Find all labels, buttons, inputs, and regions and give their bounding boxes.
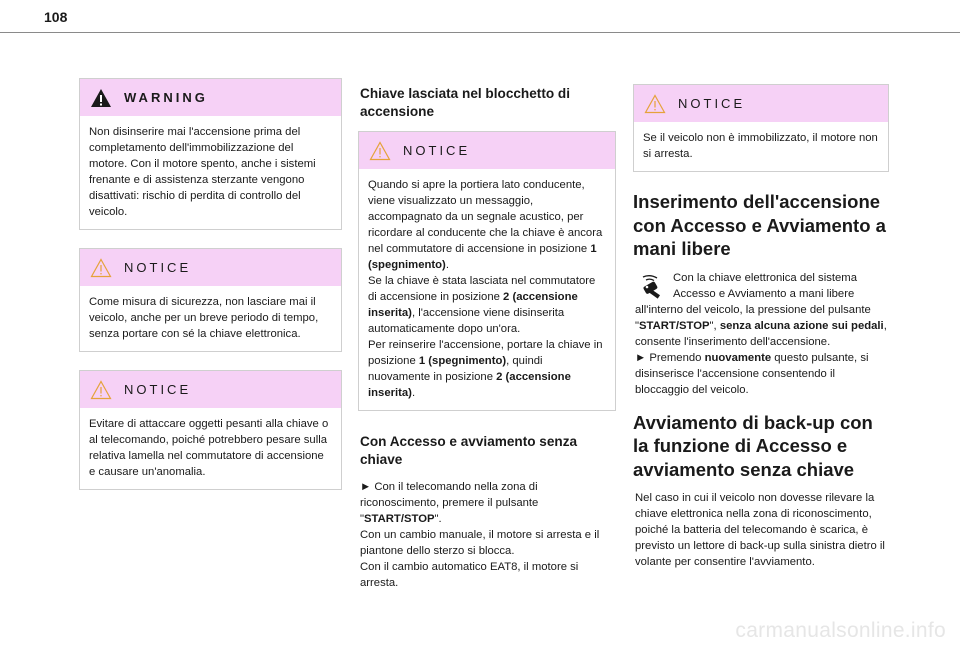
notice-title: NOTICE [124,382,192,397]
text-run: Con la chiave elettronica del sistema Accesso e Avviamento a mani libere all'interno del veicolo, la pressione del pulsante " [635,271,871,332]
notice-box-key-left [358,131,616,411]
column-2 [358,85,616,591]
section-heading-key-left: Chiave lasciata nel blocchetto di accensione [360,86,571,119]
bold-run: nuovamente [704,351,772,364]
text-run: , l'accensione viene disinserita automaticamente dopo un'ora. [368,307,565,335]
warning-box [79,78,342,230]
notice-text: Evitare di attaccare oggetti pesanti alla chiave o al telecomando, poiché potrebbero pesare sulla relativa lamella nel commutatore di accensione e causare un'anomalia. [89,418,329,478]
notice-triangle-icon [90,380,112,400]
notice-triangle-icon [369,141,391,161]
bold-run: 1 (spegnimento) [368,243,597,271]
notice-header [80,249,341,286]
notice-header [80,371,341,408]
notice-body [359,169,615,410]
notice-text: Come misura di sicurezza, non lasciare mai il veicolo, anche per un breve periodo di tempo, senza portare con sé la chiave elettronica. [89,296,319,340]
text-run: ". [434,513,442,525]
bold-run: senza alcuna azione sui pedali [719,319,884,332]
notice-body [80,286,341,351]
text-run: ► Premendo [635,351,705,364]
section-heading-backup: Avviamento di back-up con la funzione di Accesso e avviamento senza chiave [633,411,873,480]
watermark: carmanualsonline.info [735,619,946,642]
column-3 [633,84,889,570]
warning-body [80,116,341,229]
notice-box-immobilized [633,84,889,172]
notice-title: NOTICE [124,260,192,275]
notice-box-security [79,248,342,352]
warning-title: WARNING [124,90,208,105]
body-paragraph [360,479,616,527]
header-divider [0,32,960,33]
notice-title: NOTICE [403,143,471,158]
warning-text: Non disinserire mai l'accensione prima del completamento dell'immobilizzazione del motore. Con il motore spento, anche i sistemi frenante e di assistenza sterzante vengono disattivati: rischio di perdita di controllo del veicolo. [89,126,316,218]
notice-triangle-icon [90,258,112,278]
section-heading-keyless: Con Accesso e avviamento senza chiave [360,434,578,467]
notice-header [634,85,888,122]
body-paragraph: Nel caso in cui il veicolo non dovesse rilevare la chiave elettronica nella zona di riconoscimento, poiché la batteria del telecomando è scarica, è previsto un lettore di back-up sulla sinistra dietro il volante per consentire l'avviamento. [635,492,885,568]
warning-header [80,79,341,116]
body-paragraph: Con il cambio automatico EAT8, il motore si arresta. [360,561,579,589]
notice-box-heavy-objects [79,370,342,490]
notice-triangle-icon [644,94,666,114]
bold-run: START/STOP [364,513,435,525]
text-run: , quindi nuovamente in posizione [368,355,543,383]
bold-run: 2 (accensione inserita) [368,371,571,399]
column-1 [79,78,342,508]
notice-paragraph [368,337,605,401]
bold-run: 2 (accensione inserita) [368,291,578,319]
notice-paragraph [368,177,605,273]
warning-triangle-icon [90,88,112,108]
notice-body [80,408,341,489]
bold-run: START/STOP [639,319,710,332]
text-run: . [445,259,449,271]
notice-header [359,132,615,169]
text-run: . [411,387,416,399]
notice-body [634,122,888,171]
notice-paragraph [368,273,605,337]
text-run: questo pulsante, si disinserisce l'accensione consentendo il bloccaggio del veicolo. [635,351,869,396]
body-paragraph [635,350,889,398]
text-run: Se la chiave è stata lasciata nel commutatore di accensione in posizione [368,275,596,303]
body-paragraph [635,270,889,350]
text-run: ► Con il telecomando nella zona di riconoscimento, premere il pulsante " [360,481,539,525]
text-run: ", [709,319,720,332]
section-body-keyless [360,479,616,591]
notice-title: NOTICE [678,96,746,111]
body-paragraph: Con un cambio manuale, il motore si arresta e il piantone dello sterzo si blocca. [360,529,600,557]
text-run: Quando si apre la portiera lato conducente, viene visualizzato un messaggio, accompagnato da un segnale acustico, per ricordare al conducente che la chiave è ancora nel commutatore di accensione in posizione [368,179,603,255]
section-body-backup [635,490,889,570]
bold-run: 1 (spegnimento) [418,355,507,367]
section-heading-ignition: Inserimento dell'accensione con Accesso e Avviamento a mani libere [633,191,886,259]
section-body-ignition [635,270,889,398]
keyless-key-icon [635,274,665,300]
page-number: 108 [44,9,68,25]
notice-text: Se il veicolo non è immobilizzato, il motore non si arresta. [643,132,878,160]
text-run: , consente l'inserimento dell'accensione. [635,319,887,348]
text-run: Per reinserire l'accensione, portare la chiave in posizione [368,339,603,367]
